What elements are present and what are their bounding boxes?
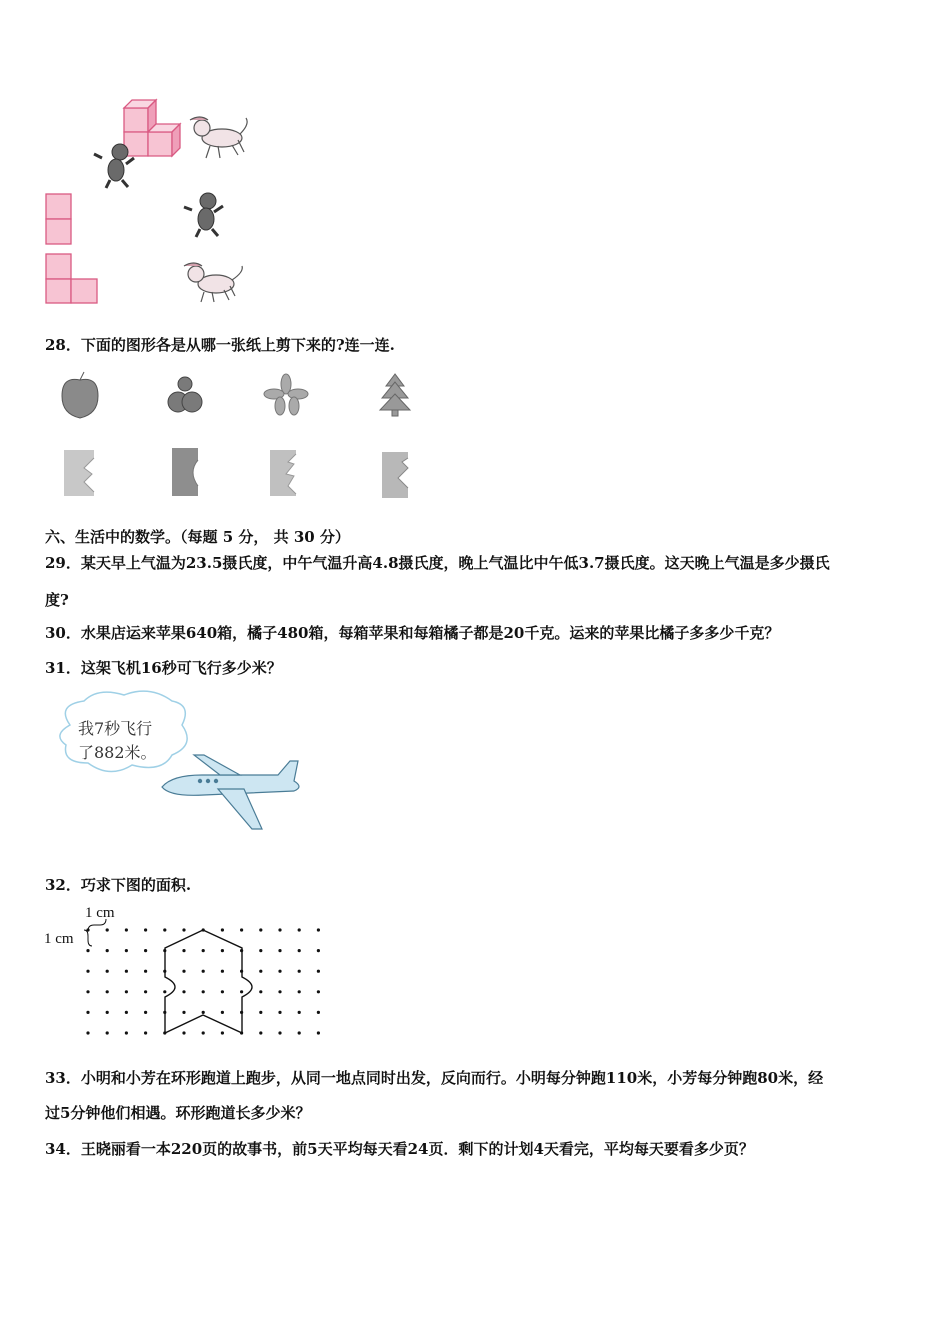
grid-dot — [125, 1011, 128, 1014]
question-34: 34．王晓丽看一本220页的故事书，前5天平均每天看24页．剩下的计划4天看完，平均每天要看多少页？ — [45, 1140, 754, 1158]
grid-dot — [182, 990, 185, 993]
question-28: 28．下面的图形各是从哪一张纸上剪下来的?连一连. — [45, 336, 395, 354]
grid-dot — [259, 1031, 262, 1034]
grid-dot — [86, 928, 89, 931]
grid-dot — [125, 990, 128, 993]
grid-dot — [202, 1011, 205, 1014]
grid-dot — [317, 949, 320, 952]
grid-dot — [317, 970, 320, 973]
speech-bubble — [60, 691, 187, 771]
grid-dot — [163, 928, 166, 931]
grid-dot — [221, 949, 224, 952]
grid-dot — [259, 928, 262, 931]
apple-icon — [62, 372, 98, 418]
grid-dot — [202, 949, 205, 952]
grid-dot — [259, 990, 262, 993]
grid-dot — [298, 928, 301, 931]
paper-2 — [172, 448, 198, 496]
grid-dot — [86, 970, 89, 973]
question-29-line2: 度? — [45, 591, 69, 609]
monkey-icon-2 — [184, 193, 223, 237]
question-30: 30．水果店运来苹果640箱，橘子480箱，每箱苹果和每箱橘子都是20千克。运来的苹果比橘子多多少千克？ — [45, 624, 780, 642]
grid-dot — [221, 1031, 224, 1034]
grid-dot — [298, 1031, 301, 1034]
grid-dot — [144, 928, 147, 931]
grid-dot — [259, 949, 262, 952]
grid-dot — [144, 970, 147, 973]
grid-dot — [240, 928, 243, 931]
grid-dot — [144, 1031, 147, 1034]
grid-dot — [278, 928, 281, 931]
grid-dot — [106, 949, 109, 952]
gourd-icon — [168, 377, 202, 412]
airplane-icon — [162, 755, 299, 829]
grid-dot — [259, 1011, 262, 1014]
unit-label-vertical: 1 cm — [44, 931, 74, 947]
grid-dot — [278, 970, 281, 973]
view-side-shape — [46, 254, 97, 303]
grid-dot — [106, 1031, 109, 1034]
grid-dot — [278, 1031, 281, 1034]
bubble-text-line2: 了882米。 — [78, 743, 157, 762]
unit-label-horizontal: 1 cm — [85, 905, 115, 921]
grid-dot — [221, 928, 224, 931]
grid-dot — [259, 970, 262, 973]
grid-dot — [298, 1011, 301, 1014]
grid-dot — [317, 928, 320, 931]
grid-dot — [278, 990, 281, 993]
grid-dots — [86, 928, 320, 1034]
grid-dot — [298, 970, 301, 973]
question-32: 32．巧求下图的面积. — [45, 876, 192, 894]
paper-1 — [64, 450, 94, 496]
grid-dot — [182, 928, 185, 931]
question-31: 31．这架飞机16秒可飞行多少米？ — [45, 659, 282, 677]
monkey-icon — [94, 144, 134, 188]
grid-dot — [182, 970, 185, 973]
grid-dot — [221, 990, 224, 993]
grid-dot — [221, 1011, 224, 1014]
dog-icon-2 — [184, 263, 242, 302]
grid-dot — [278, 1011, 281, 1014]
grid-dot — [86, 990, 89, 993]
cube-views-figure — [40, 0, 300, 310]
grid-dot — [240, 990, 243, 993]
question-29-line1: 29．某天早上气温为23.5摄氏度，中午气温升高4.8摄氏度，晚上气温比中午低3.7摄氏度。这天晚上气温是多少摄氏 — [45, 554, 830, 572]
cube-stack — [124, 100, 180, 156]
dot-grid-figure — [40, 900, 340, 1040]
dog-icon — [190, 117, 247, 158]
grid-dot — [202, 1031, 205, 1034]
grid-dot — [125, 970, 128, 973]
grid-dot — [106, 1011, 109, 1014]
grid-dot — [86, 949, 89, 952]
grid-dot — [106, 990, 109, 993]
composite-shape-outline — [165, 930, 252, 1033]
grid-dot — [202, 970, 205, 973]
grid-dot — [106, 970, 109, 973]
view-front-shape — [46, 194, 71, 244]
grid-dot — [298, 949, 301, 952]
grid-dot — [144, 949, 147, 952]
flower-icon — [264, 374, 308, 415]
grid-dot — [106, 928, 109, 931]
grid-dot — [125, 928, 128, 931]
grid-dot — [144, 990, 147, 993]
section-6-heading: 六、生活中的数学。（每题 5 分， 共 30 分） — [45, 528, 350, 546]
bubble-text-line1: 我7秒飞行 — [78, 719, 153, 738]
grid-dot — [182, 949, 185, 952]
tree-icon — [380, 374, 410, 416]
grid-dot — [144, 1011, 147, 1014]
grid-dot — [125, 949, 128, 952]
grid-dot — [278, 949, 281, 952]
grid-dot — [202, 990, 205, 993]
grid-dot — [317, 1031, 320, 1034]
grid-dot — [86, 1011, 89, 1014]
grid-dot — [221, 970, 224, 973]
cutout-shapes-figure — [50, 370, 430, 510]
paper-3 — [270, 450, 296, 496]
grid-dot — [163, 990, 166, 993]
grid-dot — [317, 990, 320, 993]
paper-4 — [382, 452, 408, 498]
grid-dot — [317, 1011, 320, 1014]
grid-dot — [298, 990, 301, 993]
question-33-line2: 过5分钟他们相遇。环形跑道长多少米？ — [45, 1104, 311, 1122]
airplane-figure — [50, 695, 310, 845]
grid-dot — [182, 1011, 185, 1014]
grid-dot — [86, 1031, 89, 1034]
grid-dot — [182, 1031, 185, 1034]
question-33-line1: 33．小明和小芳在环形跑道上跑步，从同一地点同时出发，反向而行。小明每分钟跑110米，小芳每分钟跑80米，经 — [45, 1069, 824, 1087]
grid-dot — [125, 1031, 128, 1034]
